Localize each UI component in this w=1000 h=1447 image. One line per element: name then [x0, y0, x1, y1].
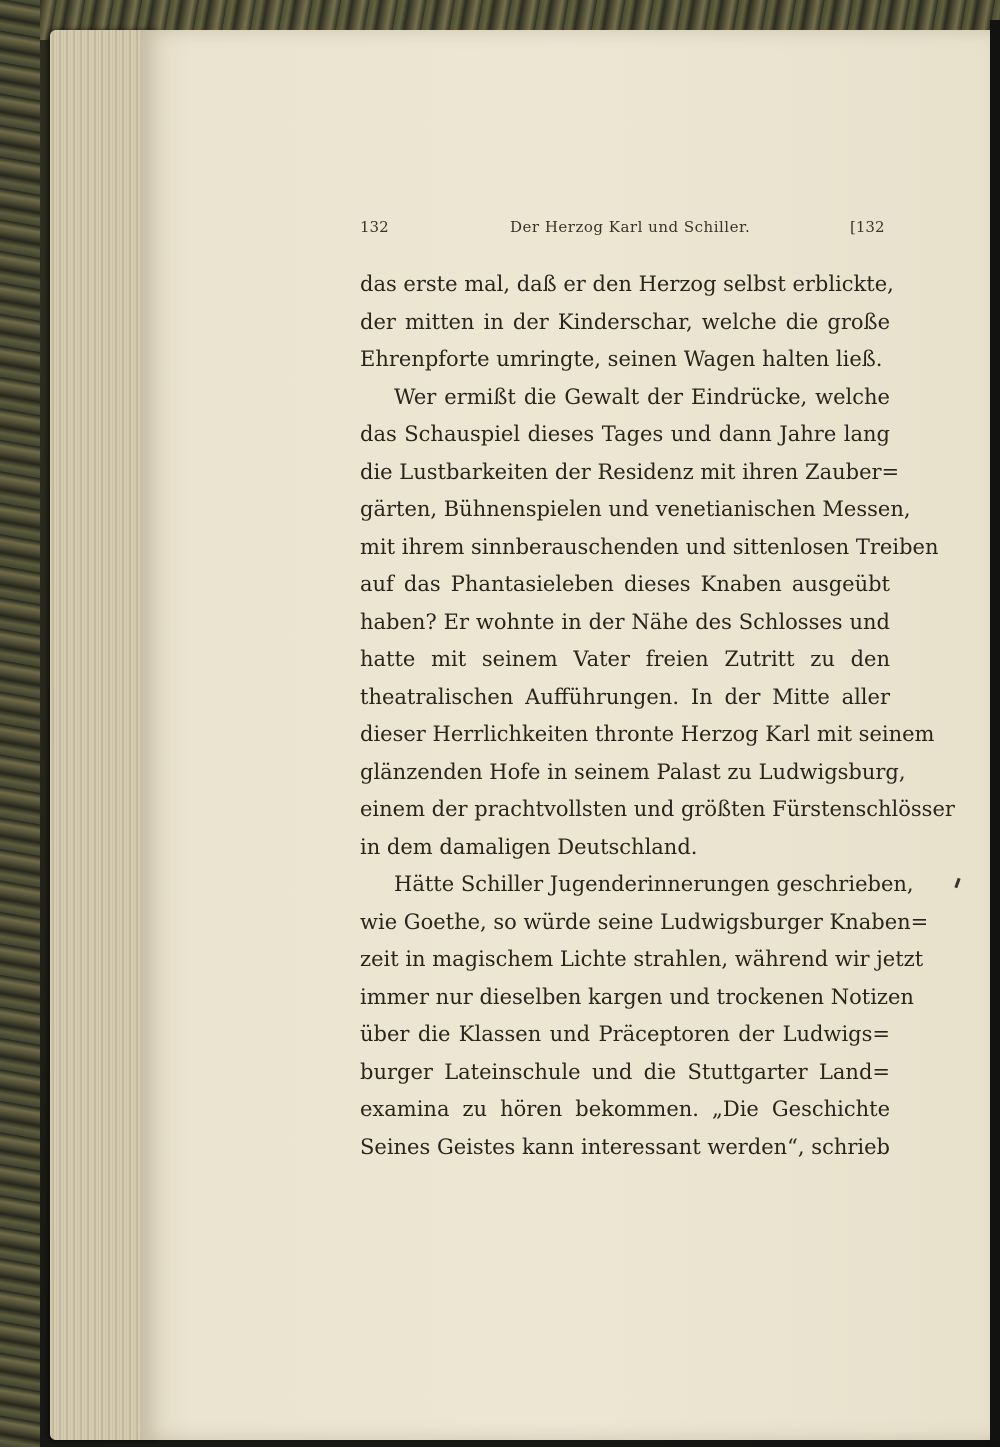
text-line: hatte mit seinem Vater freien Zutritt zu den	[360, 647, 890, 671]
text-line: auf das Phantasieleben dieses Knaben ausgeübt	[360, 572, 890, 596]
text-line: theatralischen Aufführungen. In der Mitte aller	[360, 684, 890, 709]
book-cover-right	[990, 20, 1000, 1447]
text-line: das Schauspiel dieses Tages und dann Jahre lang	[360, 422, 890, 446]
text-line: haben? Er wohnte in der Nähe des Schlosses und	[360, 609, 890, 634]
text-line: das erste mal, daß er den Herzog selbst erblickte,	[360, 272, 894, 296]
page-content	[220, 218, 955, 1159]
ink-speck	[954, 878, 960, 888]
running-title: Der Herzog Karl und Schiller.	[510, 218, 751, 236]
text-line: examina zu hören bekommen. „Die Geschichte	[360, 1097, 890, 1121]
text-line: einem der prachtvollsten und größten Fürstenschlösser	[360, 797, 955, 821]
text-line: Hätte Schiller Jugenderinnerungen geschrieben,	[394, 872, 914, 896]
text-line: Wer ermißt die Gewalt der Eindrücke, welche	[394, 384, 890, 409]
text-line: die Lustbarkeiten der Residenz mit ihren Zauber=	[360, 459, 900, 484]
text-line: dieser Herrlichkeiten thronte Herzog Karl mit seinem	[360, 722, 935, 746]
page-number-right: [132	[850, 218, 885, 236]
text-line: in dem damaligen Deutschland.	[360, 834, 698, 859]
text-line: zeit in magischem Lichte strahlen, während wir jetzt	[360, 947, 924, 971]
text-line: der mitten in der Kinderschar, welche die große	[360, 309, 890, 334]
text-line: wie Goethe, so würde seine Ludwigsburger Knaben=	[360, 909, 929, 934]
text-line: Ehrenpforte umringte, seinen Wagen halten ließ.	[360, 347, 883, 371]
text-line: Seines Geistes kann interessant werden“, schrieb	[360, 1134, 890, 1159]
book-cover-left	[0, 0, 40, 1447]
text-line: glänzenden Hofe in seinem Palast zu Ludwigsburg,	[360, 759, 906, 784]
page-number: 132	[360, 218, 389, 236]
running-head	[220, 218, 890, 244]
text-line: über die Klassen und Präceptoren der Ludwigs=	[360, 1022, 890, 1046]
text-line: immer nur dieselben kargen und trockenen Notizen	[360, 984, 914, 1009]
body-text	[360, 266, 955, 1166]
text-line: gärten, Bühnenspielen und venetianischen Messen,	[360, 497, 911, 521]
text-line: burger Lateinschule und die Stuttgarter Land=	[360, 1059, 890, 1084]
text-line: mit ihrem sinnberauschenden und sittenlosen Treiben	[360, 534, 939, 559]
